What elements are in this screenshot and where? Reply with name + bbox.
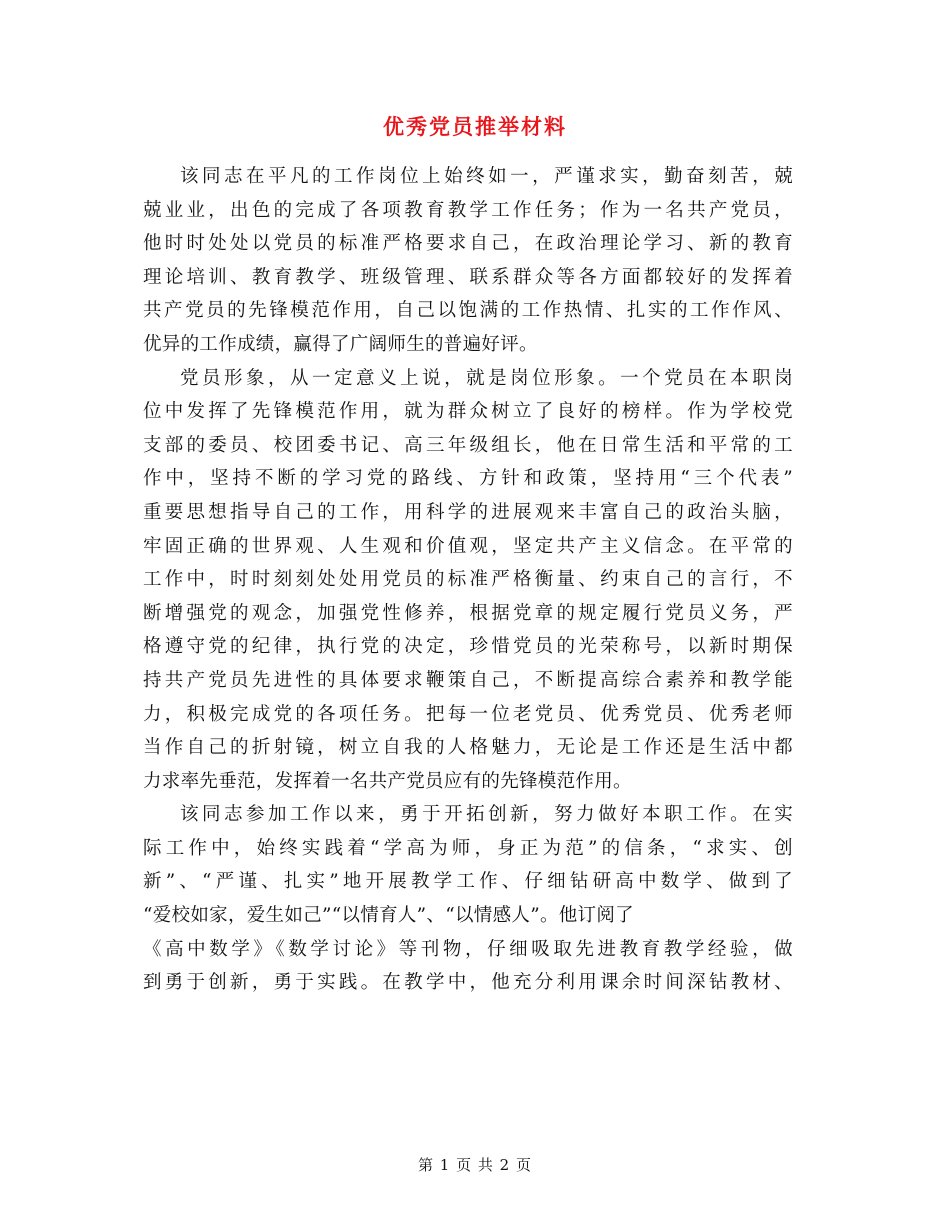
text-line: 工作中，时时刻刻处处用党员的标准严格衡量、约束自己的言行，不 xyxy=(143,569,793,591)
text-line: 《高中数学》《数学讨论》等刊物，仔细吸取先进教育教学经验，做 xyxy=(143,938,793,960)
text-line: 格遵守党的纪律，执行党的决定，珍惜党员的光荣称号，以新时期保 xyxy=(143,636,793,658)
text-line: 新”、“严谨、扎实”地开展教学工作、仔细钻研高中数学、做到了 xyxy=(143,871,793,893)
document-title: 优秀党员推举材料 xyxy=(383,114,567,139)
text-line: 重要思想指导自己的工作，用科学的进展观来丰富自己的政治头脑， xyxy=(143,501,793,523)
text-line: 兢业业，出色的完成了各项教育教学工作任务；作为一名共产党员， xyxy=(143,199,793,221)
text-line: “爱校如家，爱生如己”“以情育人”、“以情感人”。他订阅了 xyxy=(143,905,634,927)
text-line: 理论培训、教育教学、班级管理、联系群众等各方面都较好的发挥着 xyxy=(143,266,793,288)
text-line: 力，积极完成党的各项任务。把每一位老党员、优秀党员、优秀老师 xyxy=(143,703,793,725)
text-line: 共产党员的先锋模范作用，自己以饱满的工作热情、扎实的工作作风、 xyxy=(143,300,793,322)
text-line: 断增强党的观念，加强党性修养，根据党章的规定履行党员义务，严 xyxy=(143,602,793,624)
text-line: 当作自己的折射镜，树立自我的人格魅力，无论是工作还是生活中都 xyxy=(143,737,793,759)
text-line: 际工作中，始终实践着“学高为师，身正为范”的信条，“求实、创 xyxy=(143,837,793,859)
text-line: 党员形象，从一定意义上说，就是岗位形象。一个党员在本职岗 xyxy=(180,367,793,389)
document-body xyxy=(143,160,793,1000)
text-line: 优异的工作成绩，赢得了广阔师生的普遍好评。 xyxy=(143,333,538,355)
text-line: 作中，坚持不断的学习党的路线、方针和政策，坚持用“三个代表” xyxy=(143,468,793,490)
text-line: 支部的委员、校团委书记、高三年级组长，他在日常生活和平常的工 xyxy=(143,434,793,456)
text-line: 牢固正确的世界观、人生观和价值观，坚定共产主义信念。在平常的 xyxy=(143,535,793,557)
text-line: 该同志在平凡的工作岗位上始终如一，严谨求实，勤奋刻苦，兢 xyxy=(180,166,793,187)
text-line: 力求率先垂范，发挥着一名共产党员应有的先锋模范作用。 xyxy=(143,770,632,792)
text-line: 持共产党员先进性的具体要求鞭策自己，不断提高综合素养和教学能 xyxy=(143,669,793,691)
text-line: 他时时处处以党员的标准严格要求自己，在政治理论学习、新的教育 xyxy=(143,233,793,255)
text-line: 到勇于创新，勇于实践。在教学中，他充分利用课余时间深钻教材、 xyxy=(143,972,793,994)
text-line: 位中发挥了先锋模范作用，就为群众树立了良好的榜样。作为学校党 xyxy=(143,401,793,423)
text-line: 该同志参加工作以来，勇于开拓创新，努力做好本职工作。在实 xyxy=(180,804,793,826)
page-footer: 第 1 页 共 2 页 xyxy=(418,1156,532,1174)
